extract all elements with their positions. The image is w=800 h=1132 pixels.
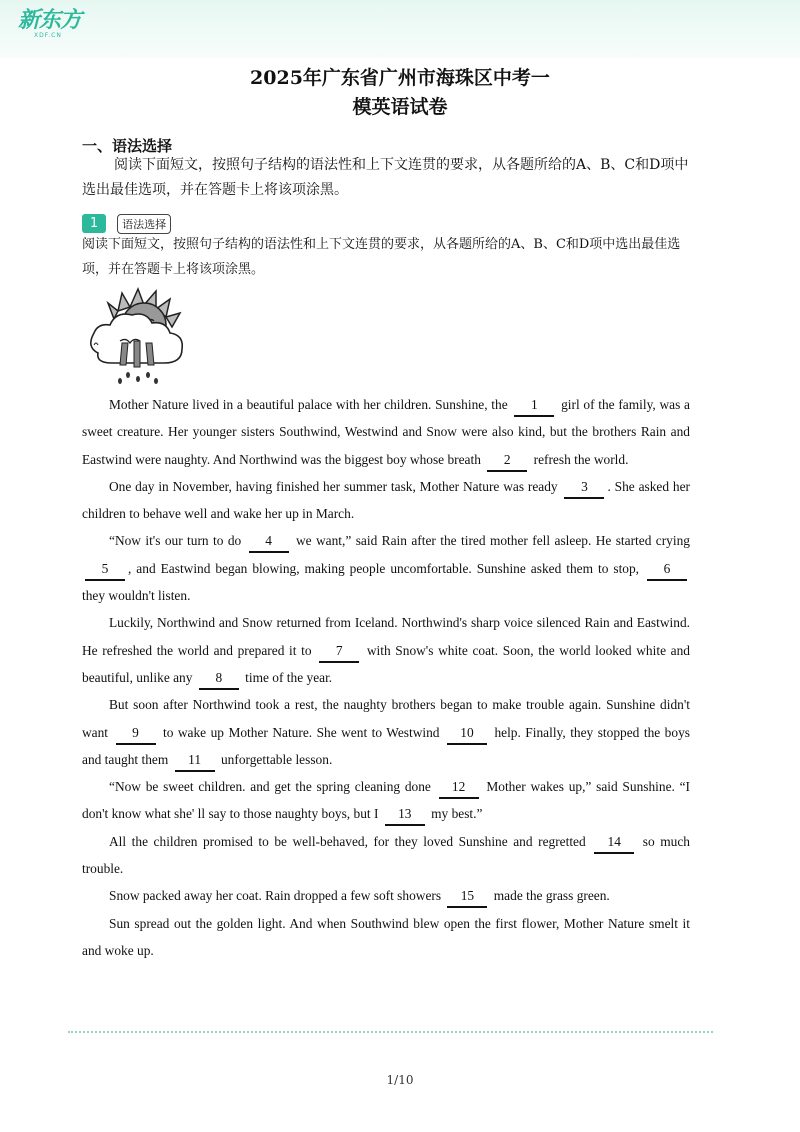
page-number: 1/10	[386, 1073, 414, 1087]
answer-blank: 14	[594, 831, 634, 854]
passage-paragraph	[82, 828, 690, 883]
answer-blank: 3	[564, 476, 604, 499]
question-type-tag: 语法选择	[117, 214, 171, 234]
passage-paragraph	[82, 691, 690, 773]
passage-text: Snow packed away her coat. Rain dropped a few soft showers	[109, 888, 445, 904]
weather-cartoon-icon	[84, 283, 196, 387]
passage-text: Mother Nature lived in a beautiful palace with her children. Sunshine, the	[109, 397, 512, 412]
passage-text: . She asked her children to behave well and wake her up in March.	[82, 478, 690, 522]
logo-text: 新东方	[18, 8, 82, 33]
answer-blank: 13	[385, 803, 425, 826]
answer-blank: 7	[319, 640, 359, 663]
passage	[82, 391, 690, 964]
section-heading: 一、语法选择	[82, 137, 173, 155]
page-title-line2: 模英语试卷	[352, 96, 448, 118]
logo	[18, 10, 81, 39]
weather-illustration	[84, 283, 196, 391]
passage-paragraph	[82, 391, 690, 473]
answer-blank: 1	[514, 394, 554, 417]
answer-blank: 9	[116, 722, 156, 745]
answer-blank: 11	[175, 749, 215, 772]
passage-text: refresh the world.	[530, 451, 629, 467]
header-band	[0, 0, 800, 58]
passage-text: One day in November, having finished her summer task, Mother Nature was ready	[109, 478, 562, 494]
section-instruction: 阅读下面短文，按照句子结构的语法性和上下文连贯的要求，从各题所给的A、B、C和D项中选出最佳选项，并在答题卡上将该项涂黑。	[82, 157, 689, 198]
passage-paragraph	[82, 773, 690, 828]
answer-blank: 5	[85, 558, 125, 581]
answer-blank: 10	[447, 722, 487, 745]
passage-text: made the grass green.	[490, 888, 610, 904]
passage-paragraph	[82, 473, 690, 528]
passage-text: Sun spread out the golden light. And when Southwind blew open the first flower, Mother Nature smelt it and woke up.	[82, 915, 690, 958]
logo-subtext: XDF.CN	[34, 32, 62, 39]
passage-text: , and Eastwind began blowing, making people uncomfortable. Sunshine asked them to stop,	[128, 560, 644, 576]
passage-paragraph	[82, 882, 690, 909]
passage-text: “Now it's our turn to do	[109, 533, 246, 549]
answer-blank: 12	[439, 776, 479, 799]
passage-text: time of the year.	[241, 669, 333, 685]
passage-text: unforgettable lesson.	[217, 751, 333, 767]
passage-text: Mother wakes up,” said Sunshine. “I don't know what she' ll say to those naughty boys, but I	[82, 779, 691, 822]
passage-paragraph	[82, 910, 690, 965]
passage-text: girl of the family, was a sweet creature. Her younger sisters Southwind, Westwind and Snow were also kind, but the brothers Rain and Eastwind were naughty. And Northwind was the biggest boy whose breath	[82, 397, 690, 467]
question-header	[82, 213, 171, 233]
passage-text: they wouldn't listen.	[82, 588, 191, 604]
passage-text: Luckily, Northwind and Snow returned from Iceland. Northwind's sharp voice silenced Rain and Eastwind. He refreshed the world and prepared it to	[82, 615, 690, 658]
question-number-badge: 1	[82, 214, 106, 233]
answer-blank: 4	[249, 530, 289, 553]
passage-text: so much trouble.	[82, 833, 690, 877]
passage-text: to wake up Mother Nature. She went to Westwind	[158, 724, 444, 740]
answer-blank: 2	[487, 449, 527, 472]
passage-text: we want,” said Rain after the tired mother fell asleep. He started crying	[291, 533, 690, 549]
passage-text: “Now be sweet children. and get the spring cleaning done	[109, 779, 436, 795]
passage-text: help. Finally, they stopped the boys and taught them	[82, 724, 690, 767]
passage-text: with Snow's white coat. Soon, the world looked white and beautiful, unlike any	[82, 642, 690, 685]
page-title-line1: 2025年广东省广州市海珠区中考一	[250, 67, 550, 89]
passage-text: But soon after Northwind took a rest, the naughty brothers began to make trouble again. Sunshine didn't want	[82, 697, 690, 740]
answer-blank: 8	[199, 667, 239, 690]
passage-text: All the children promised to be well-behaved, for they loved Sunshine and regretted	[109, 833, 592, 849]
question-instruction: 阅读下面短文，按照句子结构的语法性和上下文连贯的要求，从各题所给的A、B、C和D项中选出最佳选项，并在答题卡上将该项涂黑。	[82, 237, 681, 277]
passage-text: my best.”	[427, 806, 483, 822]
passage-paragraph	[82, 609, 690, 691]
answer-blank: 15	[447, 885, 487, 908]
passage-paragraph	[82, 527, 690, 609]
answer-blank: 6	[647, 558, 687, 581]
page-divider	[68, 1031, 713, 1033]
